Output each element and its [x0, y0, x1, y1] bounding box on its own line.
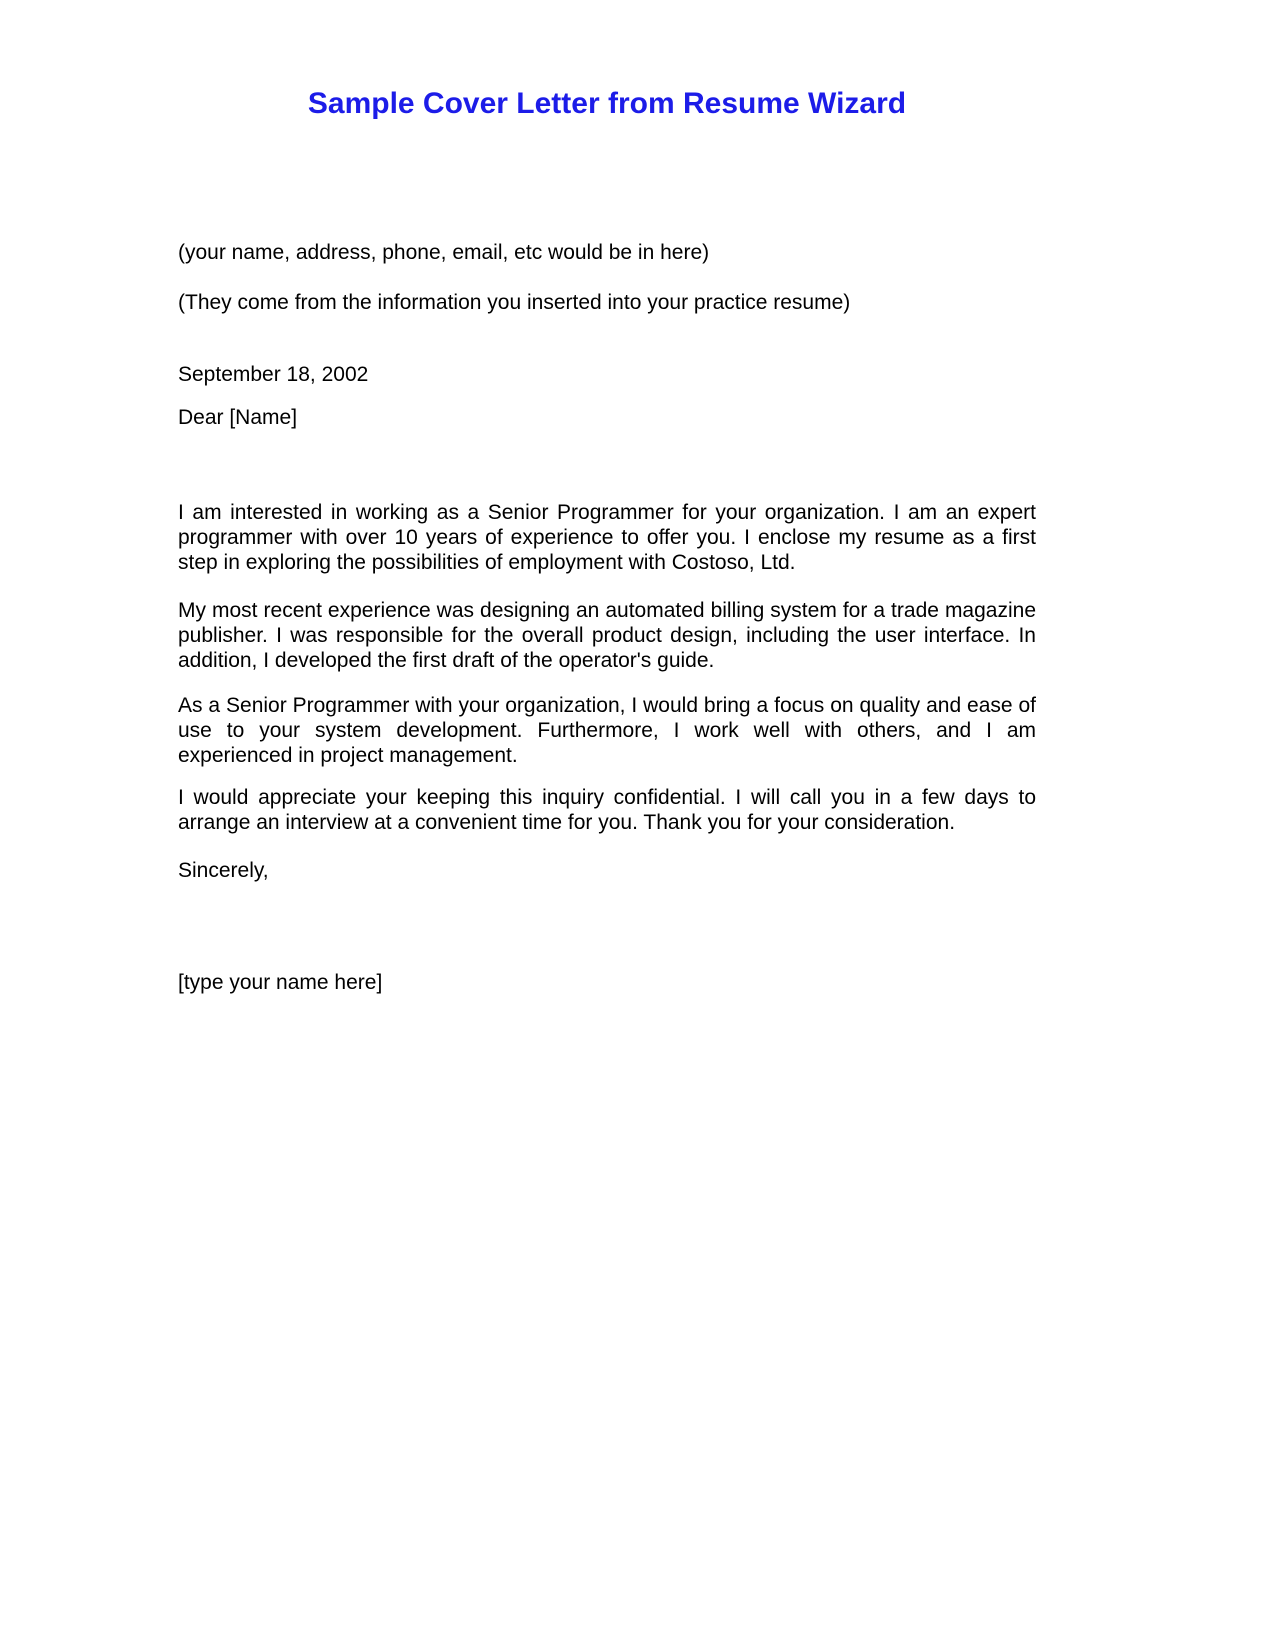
body-paragraph-3: As a Senior Programmer with your organization, I would bring a focus on quality and ease of use to your system development. Furthermore, I work well with others, and I am experienced in project management. [178, 694, 1036, 767]
date-line: September 18, 2002 [178, 363, 369, 386]
signature-placeholder: [type your name here] [178, 971, 383, 994]
page-title: Sample Cover Letter from Resume Wizard [307, 87, 907, 121]
closing: Sincerely, [178, 859, 269, 882]
body-paragraph-4: I would appreciate your keeping this inquiry confidential. I will call you in a few days to arrange an interview at a convenient time for you. Thank you for your consideration. [178, 786, 1036, 834]
note-line-1: (your name, address, phone, email, etc would be in here) [178, 241, 710, 264]
body-paragraph-1: I am interested in working as a Senior Programmer for your organization. I am an expert programmer with over 10 years of experience to offer you. I enclose my resume as a first step in exploring the possibilities of employment with Costoso, Ltd. [178, 501, 1036, 574]
salutation: Dear [Name] [178, 406, 298, 429]
note-line-2: (They come from the information you inserted into your practice resume) [178, 291, 851, 314]
body-paragraph-2: My most recent experience was designing an automated billing system for a trade magazine publisher. I was responsible for the overall product design, including the user interface. In addition, I developed the first draft of the operator's guide. [178, 599, 1036, 672]
